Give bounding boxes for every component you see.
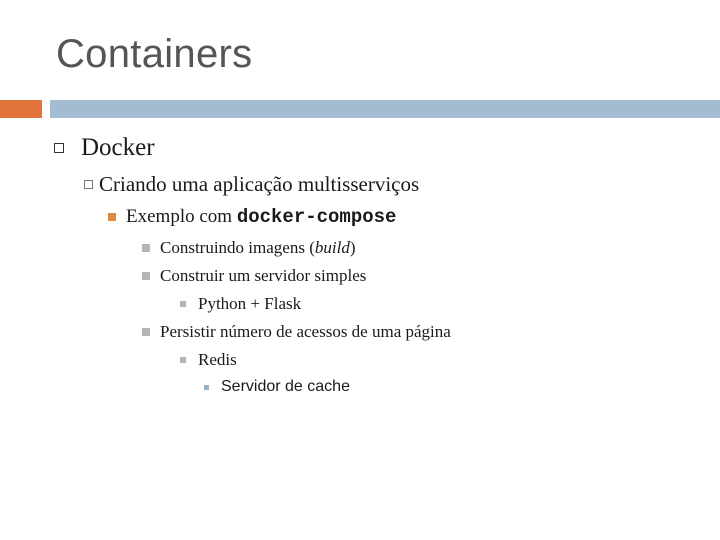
bullet-prefix: Exemplo com: [126, 206, 237, 227]
bullet-docker: [54, 134, 155, 162]
filled-square-bullet-icon: [180, 301, 186, 307]
slide-title: Containers: [56, 32, 253, 76]
bullet-persistir: [142, 322, 451, 342]
filled-square-bullet-icon: [204, 385, 209, 390]
bullet-text: [160, 238, 356, 258]
bullet-text: Redis: [198, 350, 237, 369]
bullet-text: Docker: [81, 134, 155, 161]
bullet-cache: [204, 378, 350, 396]
italic-text: build: [314, 238, 350, 257]
bullet-text: Servidor de cache: [221, 378, 350, 395]
filled-square-bullet-icon: [108, 213, 116, 221]
bullet-criando: [84, 172, 419, 197]
text-part: Construindo imagens (: [160, 238, 315, 257]
bullet-redis: [180, 350, 237, 370]
bullet-construindo: [142, 238, 356, 258]
bullet-servidor: [142, 266, 366, 286]
filled-square-bullet-icon: [180, 357, 186, 363]
bullet-python-flask: [180, 294, 301, 314]
bullet-exemplo: [108, 206, 396, 228]
filled-square-bullet-icon: [142, 328, 150, 336]
bullet-text: [126, 206, 396, 228]
bullet-text: Python + Flask: [198, 294, 302, 313]
filled-square-bullet-icon: [142, 272, 150, 280]
accent-bar-orange: [0, 100, 42, 118]
accent-bar-blue: [50, 100, 720, 118]
hollow-square-bullet-icon: [54, 143, 64, 153]
bullet-text: Construir um servidor simples: [160, 266, 367, 285]
text-part: ): [349, 238, 356, 257]
code-text: docker-compose: [236, 206, 397, 228]
bullet-text: Criando uma aplicação multisserviços: [99, 172, 420, 196]
filled-square-bullet-icon: [142, 244, 150, 252]
hollow-square-bullet-icon: [84, 180, 93, 189]
bullet-text: Persistir número de acessos de uma página: [160, 322, 451, 341]
